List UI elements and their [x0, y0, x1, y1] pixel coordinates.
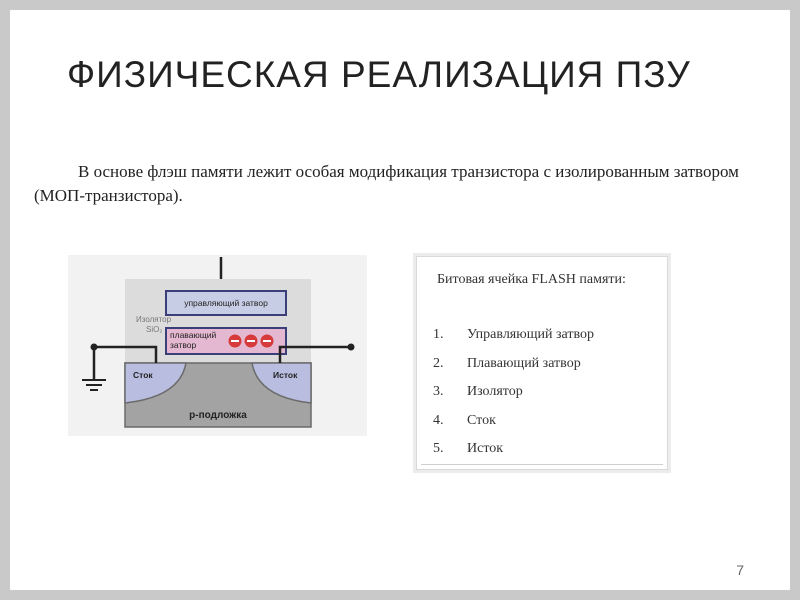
electron-2-minus [247, 340, 255, 342]
legend-item [433, 441, 594, 470]
transistor-diagram [68, 255, 367, 436]
legend-title: Битовая ячейка FLASH памяти: [437, 272, 626, 287]
legend-item-number: 2. [433, 355, 444, 371]
legend-item [433, 327, 594, 356]
drain-node [91, 344, 98, 351]
legend-item-label: Сток [467, 412, 496, 428]
electron-3-minus [263, 340, 271, 342]
legend-item-number: 3. [433, 384, 444, 399]
slide [10, 10, 790, 590]
legend-item-number: 1. [433, 327, 444, 342]
legend-item-label: Управляющий затвор [467, 327, 594, 342]
legend-item-label: Плавающий затвор [467, 355, 581, 371]
floating-gate-label-2: затвор [170, 340, 197, 350]
substrate-label: p-подложка [189, 410, 247, 421]
legend-box [416, 256, 668, 470]
electron-1-minus [231, 340, 239, 342]
control-gate-label: управляющий затвор [184, 298, 268, 308]
insulator-label-2: SiO₂ [146, 325, 163, 334]
legend-item [433, 413, 594, 442]
legend-divider [421, 464, 663, 465]
legend-item-number: 4. [433, 412, 444, 428]
slide-title: ФИЗИЧЕСКАЯ РЕАЛИЗАЦИЯ ПЗУ [67, 54, 691, 95]
slide-body-text: В основе флэш памяти лежит особая модификация транзистора с изолированным затвором (МОП-транзистора). [34, 162, 739, 205]
legend-list [433, 327, 594, 470]
electrons [229, 335, 274, 348]
drain-label: Сток [133, 370, 153, 380]
transistor-diagram-svg [68, 255, 367, 436]
legend-item-label: Изолятор [467, 384, 523, 399]
source-label: Исток [273, 370, 298, 380]
legend-item [433, 356, 594, 385]
legend-item-label: Исток [467, 441, 504, 456]
floating-gate-label-1: плавающий [170, 330, 217, 340]
source-node [348, 344, 355, 351]
legend-item-number: 5. [433, 441, 444, 456]
page-number: 7 [736, 562, 744, 578]
ground-icon [82, 380, 106, 390]
legend-item [433, 384, 594, 413]
insulator-label-1: Изолятор [136, 315, 172, 324]
